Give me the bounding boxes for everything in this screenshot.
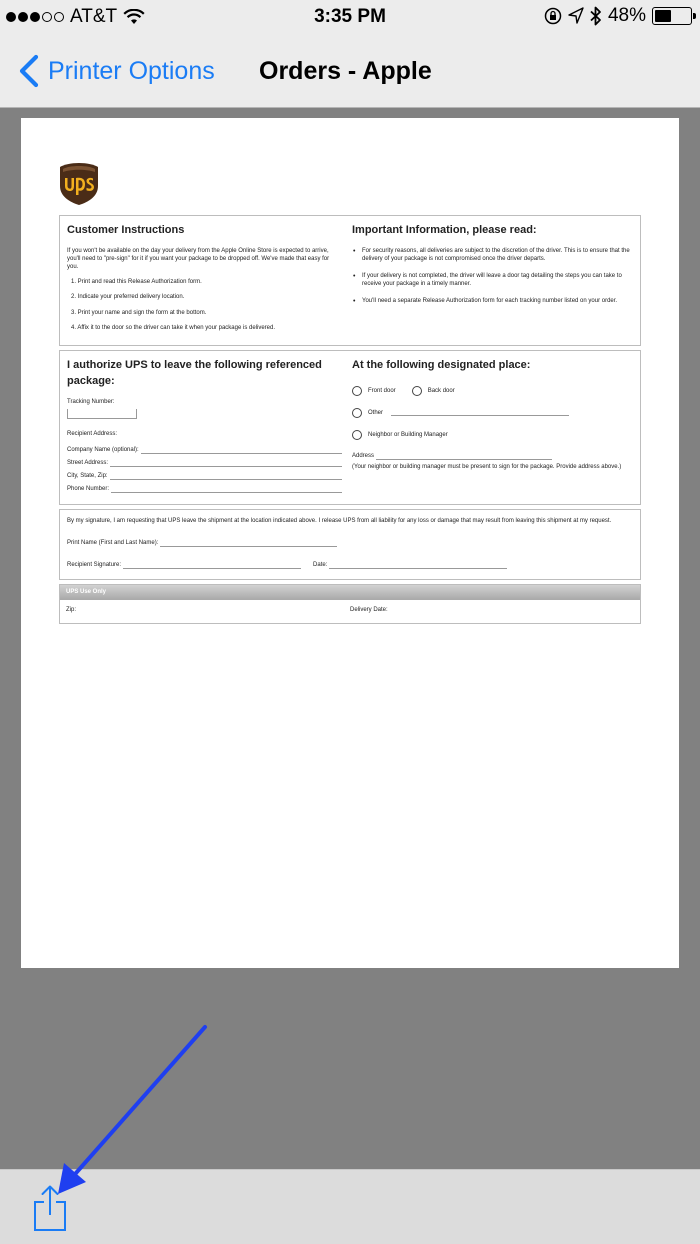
ups-use-only-row [60,600,640,623]
ups-use-only-title: UPS Use Only [60,585,640,599]
phone-number-field[interactable] [111,486,342,493]
share-icon[interactable] [31,1184,69,1232]
date-label: Date: [313,562,328,569]
back-button[interactable] [18,54,215,88]
back-button-label: Printer Options [48,56,215,85]
carrier-name: AT&T [70,6,118,27]
city-state-zip-field[interactable] [110,473,342,480]
tracking-number-label: Tracking Number: [67,398,115,405]
street-address-row [67,459,342,467]
instructions-section [59,215,641,346]
print-name-field[interactable] [160,540,337,547]
recipient-address-label: Recipient Address: [67,430,118,437]
neighbor-label: Neighbor or Building Manager [368,431,448,438]
signature-label: Recipient Signature: [67,562,122,569]
customer-instructions-intro: If you won't be available on the day your delivery from the Apple Online Store is expected to arrive, you'll need to "pre-sign" for it if you want your package to be dropped off. We've made that easy for you. [67,248,330,271]
delivery-date-label: Delivery Date: [350,606,388,613]
other-label: Other [368,409,384,416]
signature-row [67,561,632,569]
important-information-title: Important Information, please read: [352,224,537,237]
battery-level [655,10,671,22]
zip-label: Zip: [66,606,77,613]
street-address-label: Street Address: [67,459,109,466]
designated-place-title: At the following designated place: [352,358,531,371]
ups-release-form [59,162,641,624]
navigation-bar [0,36,700,108]
print-name-row [67,539,632,547]
ups-logo-icon [59,162,99,206]
location-icon [568,7,584,25]
battery-percentage: 48% [607,5,646,26]
instruction-steps [67,278,342,331]
tracking-number-field[interactable] [67,409,137,419]
city-state-zip-row [67,472,342,480]
instruction-step: 1. Print and read this Release Authorization form. [71,279,202,286]
back-door-radio[interactable] [412,386,422,396]
company-name-field[interactable] [141,447,342,454]
ups-use-only-section [59,584,641,623]
neighbor-address-label: Address [352,452,375,459]
status-bar [0,0,700,36]
important-information-item: • For security reasons, all deliveries are subject to the discretion of the driver. This is to ensure that the delivery of your package is not compromised once the driver departs. [352,247,632,263]
signature-statement: By my signature, I am requesting that UPS leave the shipment at the location indicated above. I release UPS from all liability for any loss or damage that may result from leaving this shipment at my request. [67,518,612,525]
date-field[interactable] [329,562,507,569]
neighbor-option-row [352,430,632,440]
front-door-label: Front door [368,387,396,394]
instruction-step: 3. Print your name and sign the form at the bottom. [71,309,207,316]
bottom-toolbar [0,1169,700,1244]
other-option-row [352,408,632,418]
designated-place [350,351,640,504]
other-location-field[interactable] [391,409,569,416]
other-radio[interactable] [352,408,362,418]
instruction-step: 2. Indicate your preferred delivery location. [71,294,185,301]
company-name-label: Company Name (optional): [67,446,139,453]
page-title: Orders - Apple [259,57,432,85]
neighbor-note: (Your neighbor or building manager must be present to sign for the package. Provide address above.) [352,463,622,470]
instruction-step: 4. Affix it to the door so the driver can take it when your package is delivered. [71,324,276,331]
phone-number-label: Phone Number: [67,486,110,493]
neighbor-address-field[interactable] [376,453,552,460]
important-information [350,216,640,345]
bluetooth-icon [590,6,602,26]
signature-section [59,509,641,580]
important-information-item: • You'll need a separate Release Authorization form for each tracking number listed on your order. [352,297,632,305]
print-name-label: Print Name (First and Last Name): [67,540,159,547]
customer-instructions [60,216,350,345]
neighbor-radio[interactable] [352,430,362,440]
package-details [60,351,350,504]
important-information-list [352,247,632,305]
company-name-row [67,446,342,454]
door-options-row [352,386,632,396]
battery-icon [652,7,692,25]
chevron-left-icon [18,54,40,88]
city-state-zip-label: City, State, Zip: [67,472,108,479]
back-door-label: Back door [427,387,455,394]
front-door-radio[interactable] [352,386,362,396]
rotation-lock-icon [544,7,562,25]
authorization-section [59,350,641,505]
street-address-field[interactable] [110,460,342,467]
important-information-item: • If your delivery is not completed, the driver will leave a door tag detailing the steps you can take to receive your package in a timely manner. [352,272,632,288]
status-right [544,5,692,27]
document-page[interactable] [21,118,679,968]
phone-number-row [67,485,342,493]
authorization-title: I authorize UPS to leave the following referenced package: [67,358,322,387]
status-time: 3:35 PM [314,6,386,27]
customer-instructions-title: Customer Instructions [67,224,185,237]
neighbor-address-row [352,452,632,460]
signature-field[interactable] [123,562,301,569]
